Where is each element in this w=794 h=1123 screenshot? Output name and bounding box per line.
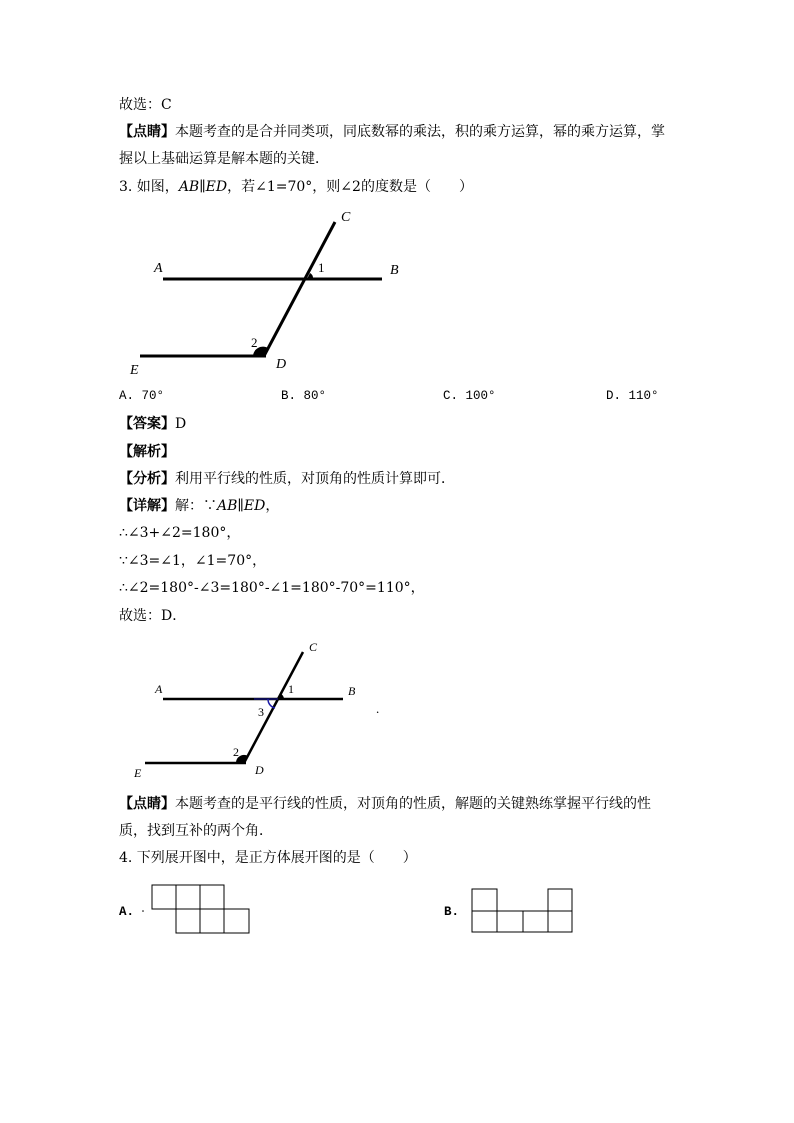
q3-option-c: C. 100° <box>443 389 496 403</box>
q3-stem <box>119 178 473 196</box>
net-a-cell <box>200 885 224 909</box>
q4-option-b-label: B. <box>444 905 460 919</box>
label-angle-2-2: 2 <box>233 745 239 759</box>
label-angle-2: 2 <box>251 335 258 350</box>
label-a-2: A <box>155 682 163 696</box>
q3-detail <box>119 497 279 515</box>
q3-option-a: A. 70° <box>119 389 165 403</box>
q3-step-3: ∴∠2=180°-∠3=180°-∠1=180°-70°=110°， <box>119 580 425 596</box>
q3-select: 故选：D． <box>119 608 187 624</box>
q3-option-d: D. 110° <box>606 389 659 403</box>
net-b-cell <box>548 911 572 932</box>
q3-comment-line-2: 质，找到互补的两个角． <box>119 823 273 839</box>
detail-text-b: ， <box>265 498 280 514</box>
net-a-cell <box>152 885 176 909</box>
net-a-cell <box>224 909 249 933</box>
prev-comment-line-2: 握以上基础运算是解本题的关键． <box>119 151 329 167</box>
label-d: D <box>276 357 287 372</box>
comment-tag: 【点睛】 <box>119 124 175 140</box>
q3-step-1: ∴∠3+∠2=180°， <box>119 525 241 541</box>
q3-stem-var: AB∥ED <box>178 179 228 195</box>
q3-comment-line-1 <box>119 795 651 813</box>
q3-analysis-tag: 【解析】 <box>119 444 175 460</box>
q3-answer <box>119 415 186 433</box>
answer-tag: 【答案】 <box>119 416 175 432</box>
label-angle-1: 1 <box>318 260 325 275</box>
detail-tag: 【详解】 <box>119 498 175 514</box>
line-dc <box>264 222 335 356</box>
label-c-2: C <box>309 640 318 654</box>
q3-step-2: ∵∠3=∠1，∠1=70°， <box>119 553 267 569</box>
q4-net-b <box>470 888 580 943</box>
fenxi-tag: 【分析】 <box>119 471 175 487</box>
net-b-cell <box>497 911 523 932</box>
label-b-2: B <box>348 684 356 698</box>
prev-answer-line: 故选：C <box>119 97 172 113</box>
net-b-cell <box>472 911 497 932</box>
net-b-cell <box>548 889 572 911</box>
label-e: E <box>130 363 139 378</box>
label-angle-1-2: 1 <box>288 682 294 696</box>
q3-option-b: B. 80° <box>281 389 327 403</box>
prev-comment-line-1 <box>119 123 665 141</box>
label-a: A <box>154 261 163 276</box>
detail-var: AB∥ED <box>217 498 266 514</box>
label-b: B <box>390 263 399 278</box>
comment-text-2: 本题考查的是平行线的性质，对顶角的性质，解题的关键熟练掌握平行线的性 <box>175 796 651 812</box>
q3-fenxi <box>119 470 455 488</box>
comment-tag-2: 【点睛】 <box>119 796 175 812</box>
comment-text: 本题考查的是合并同类项，同底数幂的乘法，积的乘方运算，幂的乘方运算，掌 <box>175 124 665 140</box>
q3-figure-2 <box>130 635 410 785</box>
q3-stem-rest: ，若∠1=70°，则∠2的度数是（ ） <box>227 179 473 195</box>
label-e-2: E <box>134 766 142 780</box>
fenxi-text: 利用平行线的性质，对顶角的性质计算即可． <box>175 471 455 487</box>
net-a-dot <box>142 910 144 912</box>
net-a-cell <box>176 885 200 909</box>
q4-option-a-label: A. <box>119 905 135 919</box>
label-d-2: D <box>255 763 264 777</box>
q3-number: 3. 如图， <box>119 179 179 195</box>
label-angle-3: 3 <box>258 705 264 719</box>
q4-net-a <box>140 884 250 939</box>
net-a-cell <box>200 909 224 933</box>
net-a-cell <box>176 909 200 933</box>
trailing-dot: . <box>376 701 380 716</box>
q4-stem: 4. 下列展开图中，是正方体展开图的是（ ） <box>119 850 417 866</box>
label-c: C <box>341 210 351 225</box>
net-b-cell <box>523 911 548 932</box>
q3-figure-1 <box>120 205 400 385</box>
net-b-cell <box>472 889 497 911</box>
answer-value: D <box>175 416 187 432</box>
detail-text-a: 解：∵ <box>175 498 217 514</box>
